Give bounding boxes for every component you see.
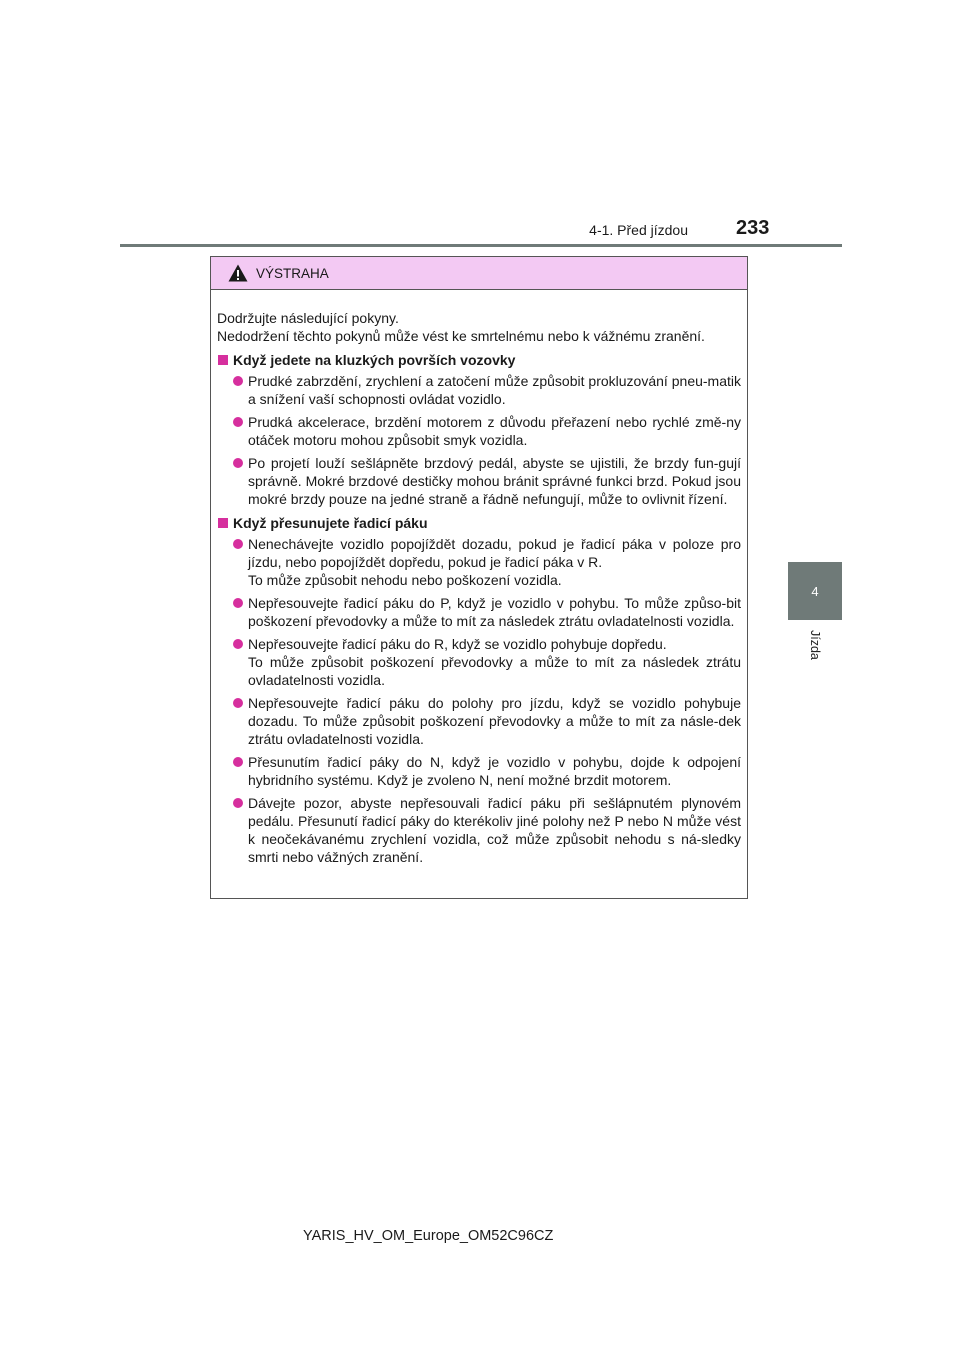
square-bullet-icon [218,355,228,365]
circle-bullet-icon [233,539,243,549]
bullet-text: Prudké zabrzdění, zrychlení a zatočení může způsobit prokluzování pneu-matik a snížení vaší schopnosti ovládat vozidlo. [248,373,741,407]
square-bullet-icon [218,518,228,528]
bullet-item [217,454,741,508]
bullet-item [217,635,741,689]
section-heading-text: Když jedete na kluzkých površích vozovky [233,352,516,368]
intro-line: Nedodržení těchto pokynů může vést ke smrtelnému nebo k vážnému zranění. [217,328,705,344]
bullet-item [217,753,741,789]
section-heading [217,514,741,532]
bullet-item [217,594,741,630]
bullet-text: Přesunutím řadicí páky do N, když je vozidlo v pohybu, dojde k odpojení hybridního systému. Když je zvoleno N, není možné brzdit motorem. [248,754,741,788]
bullet-text: Nepřesouvejte řadicí páku do R, když se vozidlo pohybuje dopředu. To může způsobit poškození převodovky a může to mít za následek ztrátu ovladatelnosti vozidla. [248,636,741,688]
circle-bullet-icon [233,639,243,649]
header-divider [120,244,842,247]
warning-box [210,256,748,899]
bullet-item [217,794,741,866]
warning-title: VÝSTRAHA [256,265,329,281]
intro-line: Dodržujte následující pokyny. [217,310,399,326]
circle-bullet-icon [233,798,243,808]
bullet-text: Prudká akcelerace, brzdění motorem z důvodu přeřazení nebo rychlé změ-ny otáček motoru mohou způsobit smyk vozidla. [248,414,741,448]
bullet-text: Po projetí louží sešlápněte brzdový pedál, abyste se ujistili, že brzdy fun-gují správně. Mokré brzdové destičky mohou bránit správné funkci brzd. Pokud jsou mokré brzdy pouze na jedné straně a řádně nefungují, může to ovlivnit řízení. [248,455,741,507]
circle-bullet-icon [233,417,243,427]
bullet-text: Nepřesouvejte řadicí páku do P, když je vozidlo v pohybu. To může způso-bit poškození převodovky a může to mít za následek ztrátu ovladatelnosti vozidla. [248,595,741,629]
page-number: 233 [736,217,770,239]
bullet-item [217,372,741,408]
chapter-number: 4 [811,583,819,599]
circle-bullet-icon [233,757,243,767]
section-heading [217,351,741,369]
warning-body [211,290,747,866]
chapter-tab[interactable] [788,562,842,620]
bullet-item [217,535,741,589]
circle-bullet-icon [233,598,243,608]
warning-triangle-icon [228,264,248,282]
chapter-label: Jízda [808,630,822,660]
document-code: YARIS_HV_OM_Europe_OM52C96CZ [303,1228,554,1244]
circle-bullet-icon [233,458,243,468]
bullet-text: Nenechávejte vozidlo popojíždět dozadu, pokud je řadicí páka v poloze pro jízdu, nebo popojíždět dopředu, pokud je řadicí páka v R. To může způsobit nehodu nebo poškození vozidla. [248,536,741,588]
bullet-text: Nepřesouvejte řadicí páku do polohy pro jízdu, když se vozidlo pohybuje dozadu. To může způsobit poškození převodovky a může to mít za násle-dek ztrátu ovladatelnosti vozidla. [248,695,741,747]
section-title: 4-1. Před jízdou [589,222,688,238]
bullet-item [217,413,741,449]
circle-bullet-icon [233,698,243,708]
circle-bullet-icon [233,376,243,386]
warning-header [211,257,747,290]
section-heading-text: Když přesunujete řadicí páku [233,515,428,531]
bullet-item [217,694,741,748]
bullet-text: Dávejte pozor, abyste nepřesouvali řadicí páku při sešlápnutém plynovém pedálu. Přesunutí řadicí páky do kterékoliv jiné polohy než P nebo N může vést k neočekávanému zrychlení vozidla, což může způsobit nehodu s ná-sledky smrti nebo vážných zranění. [248,795,741,865]
